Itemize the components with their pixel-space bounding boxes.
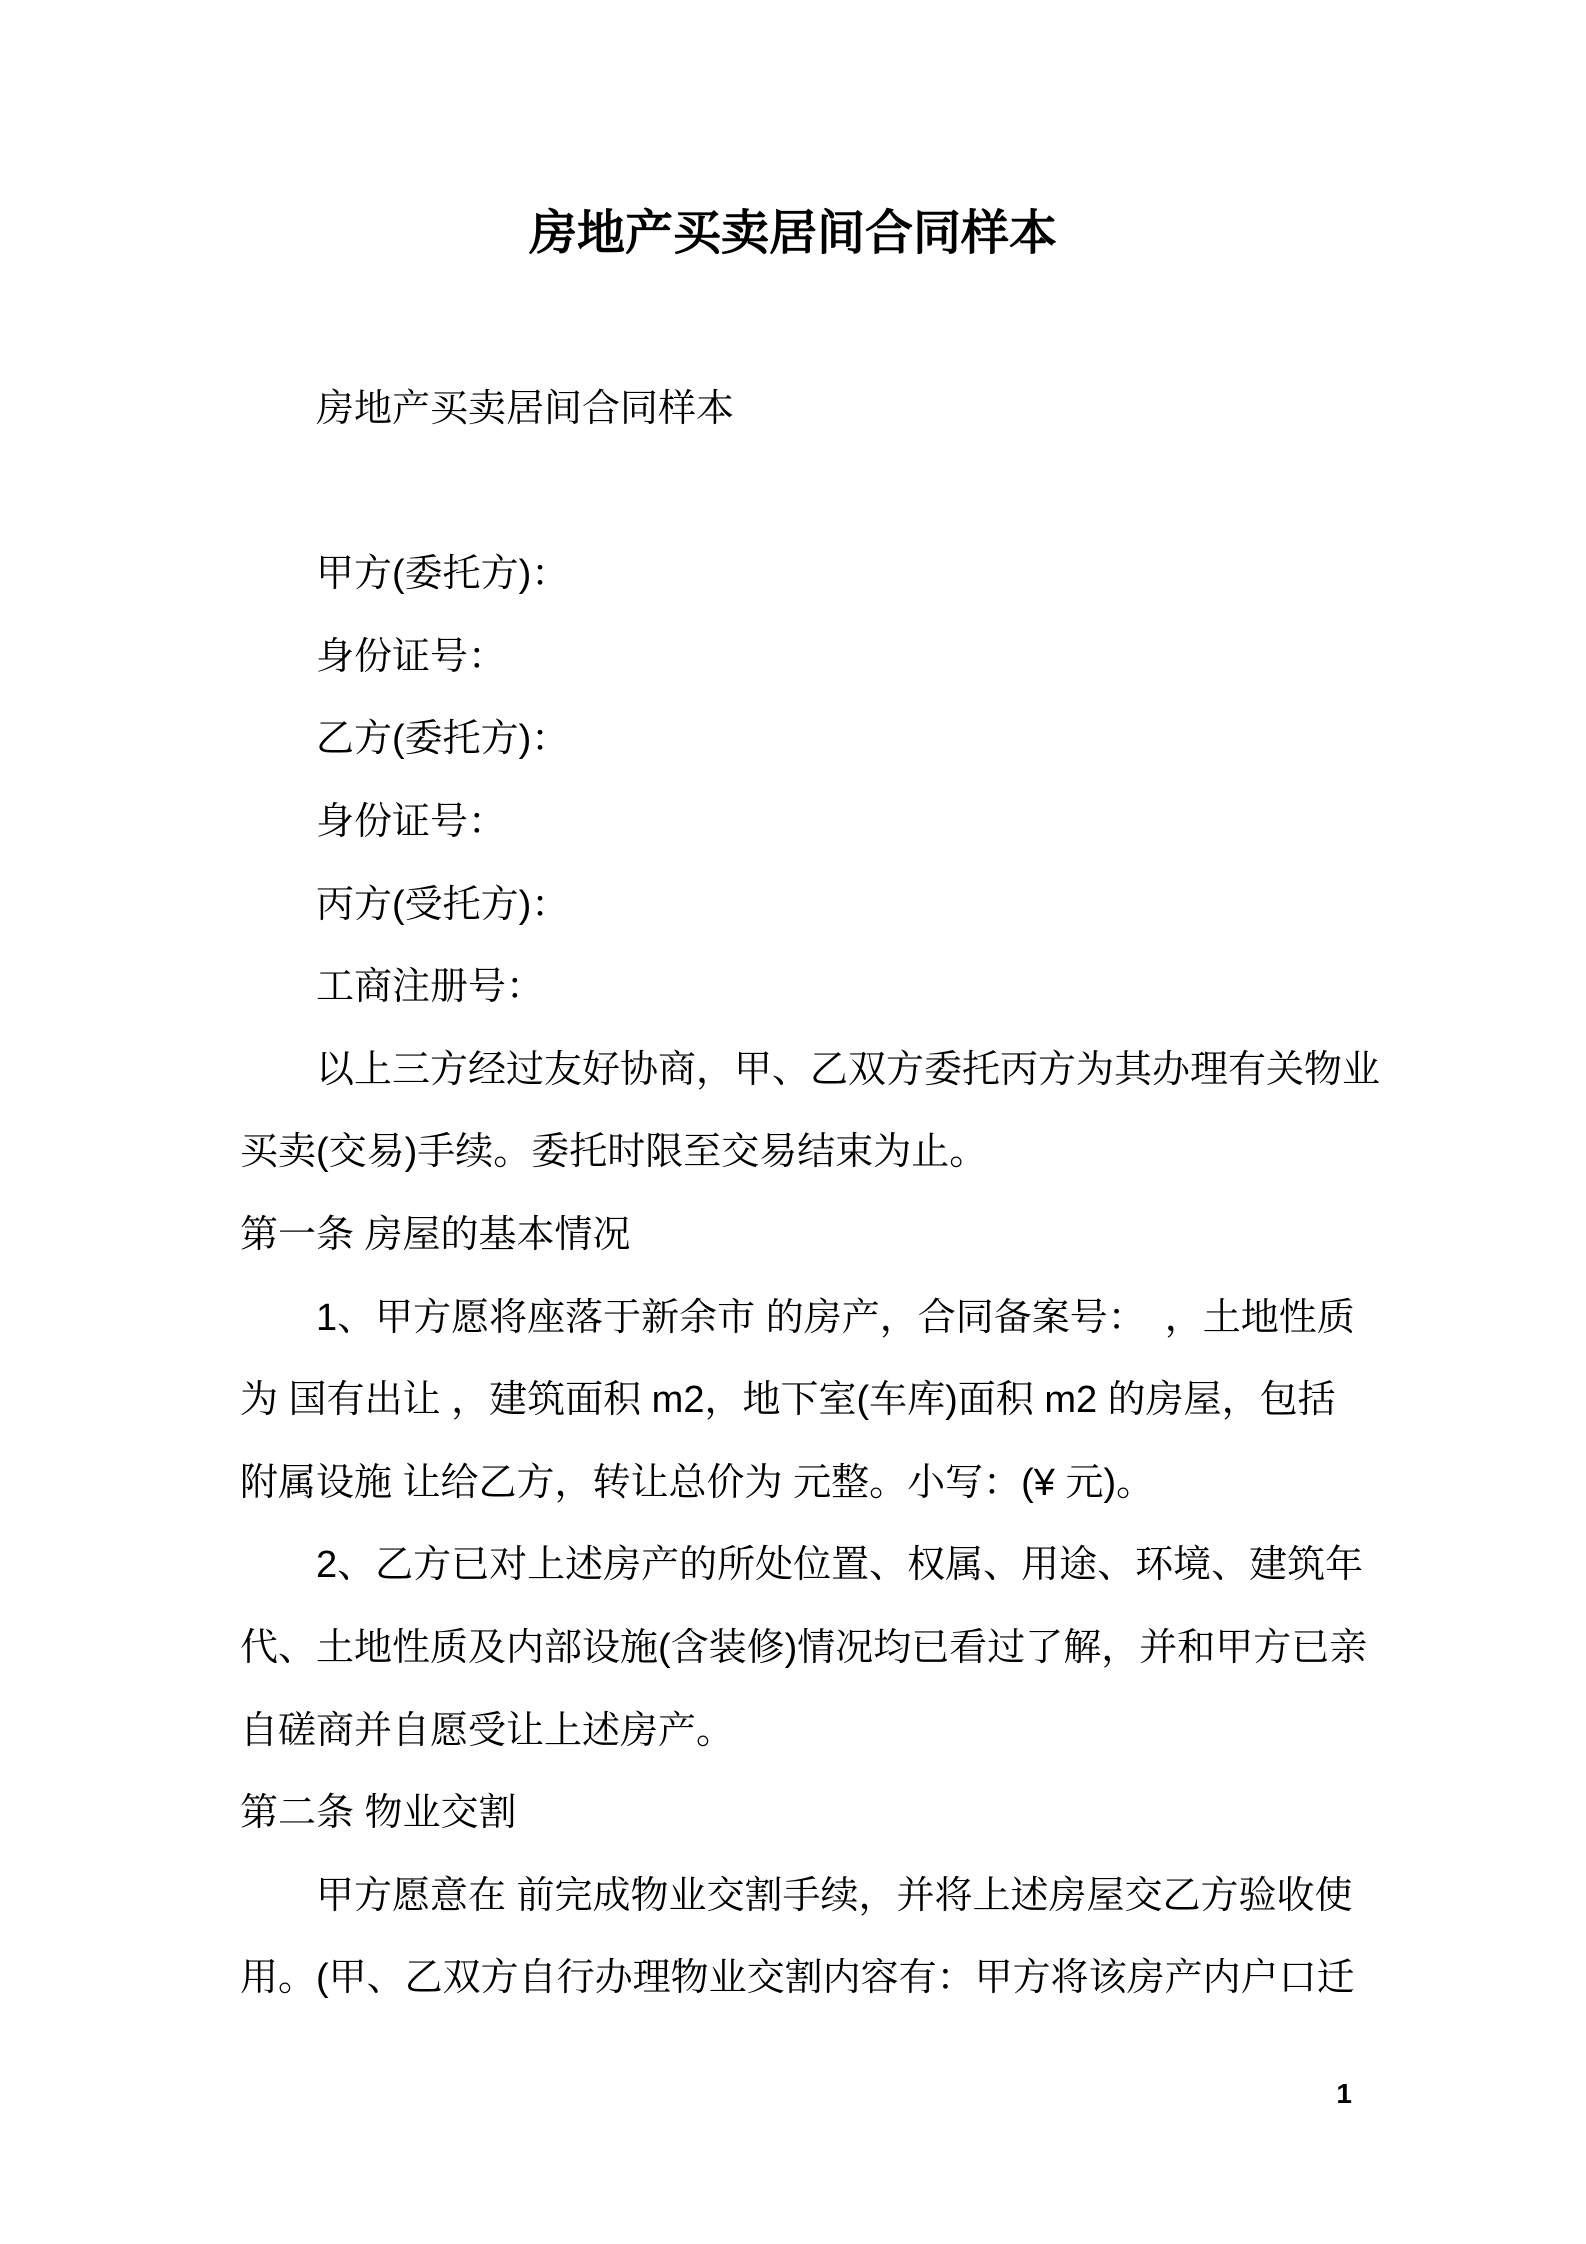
article-1-clause-2-line-1: 2、乙方已对上述房产的所处位置、权属、用途、环境、建筑年	[316, 1544, 1364, 1587]
subtitle-line: 房地产买卖居间合同样本	[316, 388, 735, 430]
party-b-id-label: 身份证号：	[316, 800, 507, 843]
article-1-clause-1-line-2: 为 国有出让 ，建筑面积 m2，地下室(车库)面积 m2 的房屋，包括	[240, 1379, 1336, 1422]
preamble-line-1: 以上三方经过友好协商，甲、乙双方委托丙方为其办理有关物业	[316, 1048, 1381, 1091]
article-1-clause-2-line-3: 自磋商并自愿受让上述房产。	[240, 1709, 735, 1752]
party-a-id-label: 身份证号：	[316, 635, 507, 678]
document-title: 房地产买卖居间合同样本	[528, 207, 1057, 260]
article-2-line-2: 用。(甲、乙双方自行办理物业交割内容有：甲方将该房产内户口迁	[240, 1957, 1355, 2000]
article-1-clause-1-line-1: 1、甲方愿将座落于新余市 的房产，合同备案号： ，土地性质	[316, 1296, 1355, 1339]
party-c-label: 丙方(受托方)：	[316, 883, 570, 926]
blank-line	[240, 451, 1352, 534]
party-a-label: 甲方(委托方)：	[316, 553, 570, 596]
article-2-heading: 第二条 物业交割	[240, 1792, 517, 1835]
article-1-clause-1-line-3: 附属设施 让给乙方，转让总价为 元整。小写：(¥ 元)。	[240, 1461, 1155, 1504]
page-number: 1	[1336, 2078, 1352, 2109]
article-2-line-1: 甲方愿意在 前完成物业交割手续，并将上述房屋交乙方验收使	[316, 1874, 1353, 1917]
article-1-clause-2-line-2: 代、土地性质及内部设施(含装修)情况均已看过了解，并和甲方已亲	[240, 1626, 1368, 1669]
article-1-heading: 第一条 房屋的基本情况	[240, 1213, 631, 1256]
business-registration-label: 工商注册号：	[316, 966, 545, 1009]
preamble-line-2: 买卖(交易)手续。委托时限至交易结束为止。	[240, 1131, 988, 1174]
party-b-label: 乙方(委托方)：	[316, 718, 570, 761]
document-body	[240, 368, 1381, 2020]
